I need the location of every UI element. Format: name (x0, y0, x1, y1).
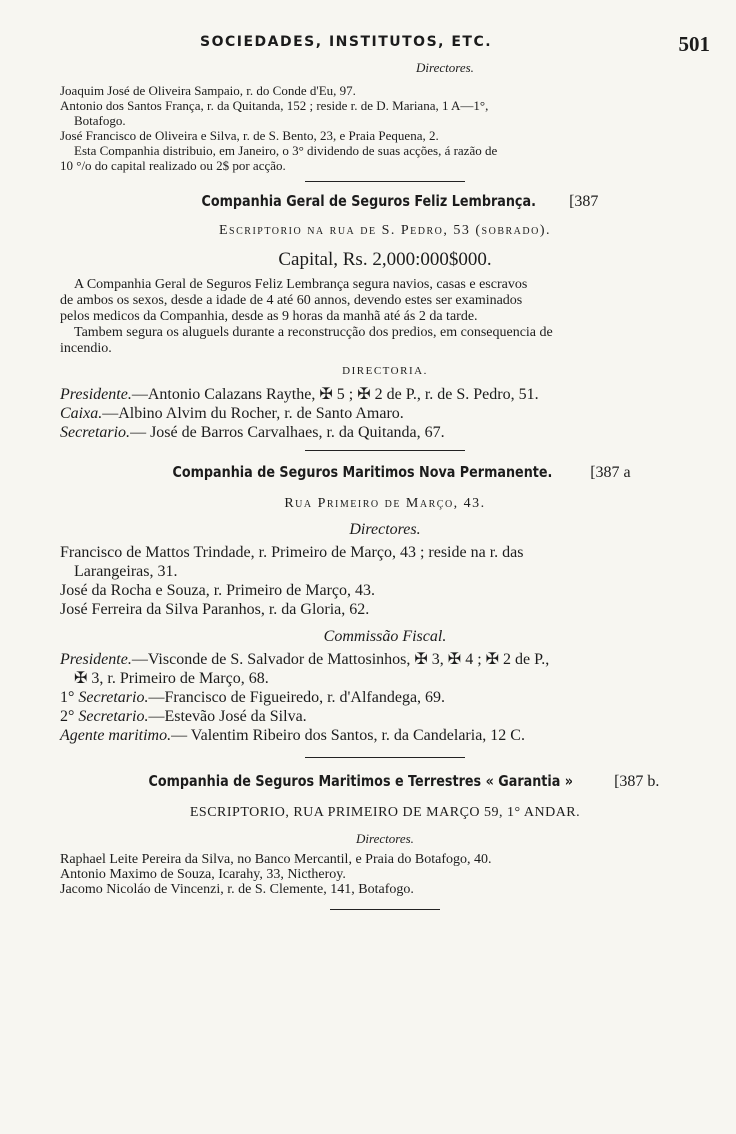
director-line: Botafogo. (74, 113, 126, 128)
director-line: Francisco de Mattos Trindade, r. Primeiro de Março, 43 ; reside na r. das (60, 544, 524, 561)
role-label: Agente maritimo. (60, 727, 172, 744)
person-entry: —Albino Alvim du Rocher, r. de Santo Amaro. (102, 405, 404, 422)
company-address: Rua Primeiro de Março, 43. (284, 496, 486, 511)
ordinal: 2° (60, 708, 75, 725)
dividend-note: 10 °/o do capital realizado ou 2$ por acção. (60, 158, 286, 173)
office-address: Escriptorio na rua de S. Pedro, 53 (sobrado). (218, 223, 551, 238)
person-entry: —Estevão José da Silva. (148, 708, 307, 725)
director-line: Jacomo Nicoláo de Vincenzi, r. de S. Clemente, 141, Botafogo. (60, 882, 414, 897)
section-nova-permanente (60, 463, 710, 745)
directores-heading: Directores. (349, 521, 421, 538)
divider (305, 757, 465, 758)
director-line: Antonio dos Santos França, r. da Quitanda, 152 ; reside r. de D. Mariana, 1 A—1°, (60, 98, 489, 113)
divider (330, 909, 440, 910)
director-line: Larangeiras, 31. (74, 563, 178, 580)
director-line: Antonio Maximo de Souza, Icarahy, 33, Nictheroy. (60, 867, 346, 882)
section-garantia (60, 772, 710, 897)
directores-heading: Directores. (356, 831, 414, 846)
director-line: José Francisco de Oliveira e Silva, r. de S. Bento, 23, e Praia Pequena, 2. (60, 128, 439, 143)
company-name: Companhia de Seguros Maritimos Nova Permanente. (172, 463, 553, 481)
reference-number: [387 a (590, 464, 631, 481)
section-feliz-lembranca (60, 192, 710, 442)
presidente-line (60, 650, 710, 669)
reference-number: [387 (569, 193, 599, 210)
reference-number: [387 b. (614, 773, 660, 790)
section-previous-company (60, 60, 710, 173)
paragraph-line: de ambos os sexos, desde a idade de 4 até 60 annos, devendo estes ser examinados (60, 293, 523, 308)
directores-heading: Directores. (416, 60, 474, 75)
office-address: ESCRIPTORIO, RUA PRIMEIRO DE MARÇO 59, 1° ANDAR. (189, 805, 581, 820)
divider (305, 181, 465, 182)
page-content (60, 30, 710, 916)
director-line: José da Rocha e Souza, r. Primeiro de Março, 43. (60, 582, 376, 599)
secretario2-line (60, 707, 710, 726)
paragraph-line: A Companhia Geral de Seguros Feliz Lembrança segura navios, casas e escravos (74, 277, 528, 292)
running-header (60, 30, 710, 56)
capital: Capital, Rs. 2,000:000$000. (278, 249, 492, 270)
ordinal: 1° (60, 689, 75, 706)
person-entry: —Antonio Calazans Raythe, ✠ 5 ; ✠ 2 de P., r. de S. Pedro, 51. (131, 386, 539, 403)
divider (305, 450, 465, 451)
role-label: Presidente. (60, 386, 132, 403)
paragraph-line: Tambem segura os aluguels durante a reconstrucção dos predios, em consequencia de (74, 325, 553, 340)
commissao-heading: Commissão Fiscal. (323, 628, 447, 645)
person-entry: —Francisco de Figueiredo, r. d'Alfandega, 69. (148, 689, 446, 706)
secretario1-line (60, 688, 710, 707)
presidente-line-cont: ✠ 3, r. Primeiro de Março, 68. (74, 670, 269, 687)
person-entry: —Visconde de S. Salvador de Mattosinhos, ✠ 3, ✠ 4 ; ✠ 2 de P., (131, 651, 550, 668)
role-label: Secretario. (78, 708, 149, 725)
secretario-line (60, 423, 710, 442)
dividend-note: Esta Companhia distribuio, em Janeiro, o 3° dividendo de suas acções, á razão de (74, 143, 498, 158)
company-name: Companhia Geral de Seguros Feliz Lembrança. (201, 192, 536, 210)
paragraph-line: pelos medicos da Companhia, desde as 9 horas da manhã até ás 2 da tarde. (60, 309, 478, 324)
role-label: Secretario. (60, 424, 131, 441)
director-line: Raphael Leite Pereira da Silva, no Banco Mercantil, e Praia do Botafogo, 40. (60, 852, 492, 867)
presidente-line (60, 385, 710, 404)
director-line: José Ferreira da Silva Paranhos, r. da Gloria, 62. (60, 601, 370, 618)
directoria-heading: DIRECTORIA. (342, 365, 428, 377)
role-label: Presidente. (60, 651, 132, 668)
person-entry: — Valentim Ribeiro dos Santos, r. da Candelaria, 12 C. (171, 727, 525, 744)
person-entry: — José de Barros Carvalhaes, r. da Quitanda, 67. (130, 424, 445, 441)
role-label: Secretario. (78, 689, 149, 706)
caixa-line (60, 404, 710, 423)
header-title: SOCIEDADES, INSTITUTOS, ETC. (200, 34, 493, 50)
director-line: Joaquim José de Oliveira Sampaio, r. do Conde d'Eu, 97. (60, 83, 356, 98)
page-number: 501 (678, 32, 710, 56)
paragraph-line: incendio. (60, 341, 112, 356)
company-name: Companhia de Seguros Maritimos e Terrestres « Garantia » (148, 772, 573, 790)
role-label: Caixa. (60, 405, 103, 422)
agente-line (60, 726, 710, 745)
